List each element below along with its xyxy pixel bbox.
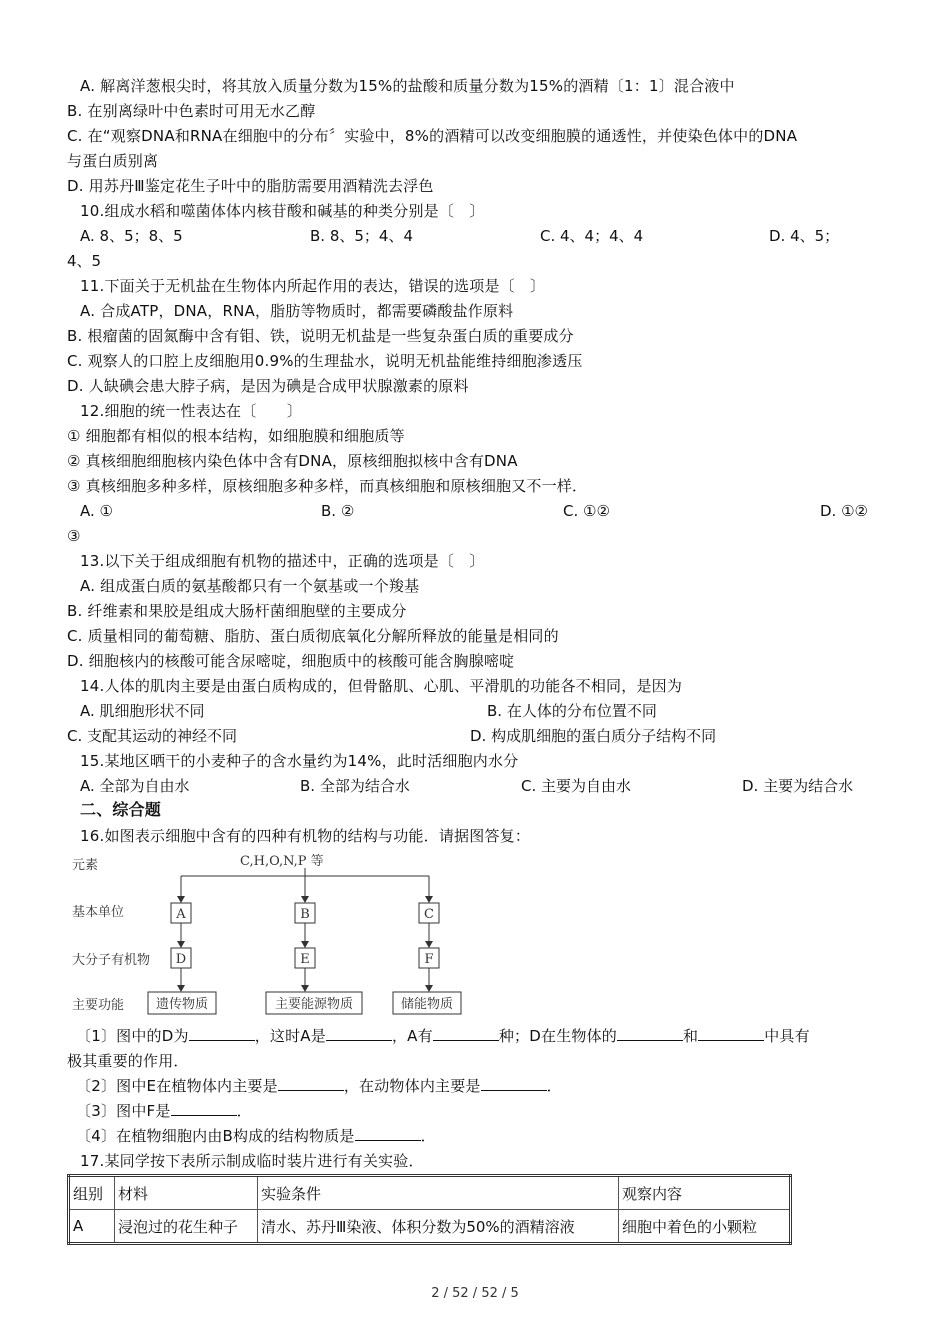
table-cell: 浸泡过的花生种子 [115,1210,258,1244]
q10-option-c: C. 4、4；4、4 [540,227,644,245]
answer-blank[interactable] [278,1076,344,1091]
q15-option-a: A. 全部为自由水 [80,777,190,795]
table-header-cell: 组别 [69,1176,115,1210]
table-header-cell: 观察内容 [619,1176,791,1210]
q13-option-b: B. 纤维素和果胶是组成大肠杆菌细胞壁的主要成分 [67,602,407,620]
q12-option-d: D. ①② [820,502,868,520]
q10-option-b: B. 8、5；4、4 [310,227,414,245]
q11-option-b: B. 根瘤菌的固氮酶中含有钼、铁，说明无机盐是一些复杂蛋白质的重要成分 [67,327,574,345]
q13-option-a: A. 组成蛋白质的氨基酸都只有一个氨基或一个羧基 [80,577,420,595]
q9-option-b: B. 在别离绿叶中色素时可用无水乙醇 [67,102,316,120]
q10-option-d: D. 4、5； [769,227,840,245]
q16-part-1: 〔1〕图中的D为 ，这时A是 ，A有 种；D在生物体的 和 中具有 [76,1027,810,1045]
table-cell: 清水、苏丹Ⅲ染液、体积分数为50%的酒精溶液 [258,1210,619,1244]
diagram-macro-d: D [175,952,187,967]
answer-blank[interactable] [617,1026,683,1041]
q10-stem: 10.组成水稻和噬菌体体内核苷酸和碱基的种类分别是〔 〕 [80,202,485,220]
q10-option-a: A. 8、5；8、5 [80,227,183,245]
diagram-row-label-function: 主要功能 [72,998,125,1013]
q12-option-a: A. ① [80,502,113,520]
organic-molecule-diagram [68,852,468,1022]
diagram-macro-e: E [300,952,310,967]
q11-option-a: A. 合成ATP，DNA，RNA，脂肪等物质时，都需要磷酸盐作原料 [80,302,514,320]
diagram-unit-b: B [300,907,310,922]
diagram-unit-a: A [176,907,186,922]
answer-blank[interactable] [433,1026,499,1041]
answer-blank[interactable] [326,1026,392,1041]
diagram-unit-c: C [424,907,434,922]
table-cell: A [69,1210,115,1244]
table-row [69,1210,791,1244]
experiment-table [67,1174,792,1245]
q9-option-c-cont: 与蛋白质别离 [67,152,159,170]
page-footer: 2 / 52 / 52 / 5 [431,1286,519,1301]
table-header-cell: 实验条件 [258,1176,619,1210]
q9-option-a: A. 解离洋葱根尖时，将其放入质量分数为15%的盐酸和质量分数为15%的酒精〔1：1〕混合液中 [80,77,735,95]
q11-option-c: C. 观察人的口腔上皮细胞用0.9%的生理盐水，说明无机盐能维持细胞渗透压 [67,352,583,370]
answer-blank[interactable] [189,1026,255,1041]
answer-blank[interactable] [171,1101,237,1116]
q9-option-c: C. 在“观察DNA和RNA在细胞中的分布〞实验中，8%的酒精可以改变细胞膜的通透性，并使染色体中的DNA [67,127,798,145]
q10-option-d-cont: 4、5 [67,252,102,270]
answer-blank[interactable] [698,1026,764,1041]
q12-option-c: C. ①② [563,502,610,520]
q12-statement-2: ② 真核细胞细胞核内染色体中含有DNA，原核细胞拟核中含有DNA [67,452,518,470]
q15-option-d: D. 主要为结合水 [742,777,854,795]
q13-stem: 13.以下关于组成细胞有机物的描述中，正确的选项是〔 〕 [80,552,485,570]
q12-option-d-cont: ③ [67,527,81,545]
q14-option-b: B. 在人体的分布位置不同 [487,702,657,720]
q14-option-c: C. 支配其运动的神经不同 [67,727,238,745]
answer-blank[interactable] [481,1076,547,1091]
diagram-row-label-elements: 元素 [72,858,99,873]
q16-part-3: 〔3〕图中F是 ． [76,1102,252,1120]
q13-option-d: D. 细胞核内的核酸可能含尿嘧啶，细胞质中的核酸可能含胸腺嘧啶 [67,652,515,670]
q12-statement-1: ① 细胞都有相似的根本结构，如细胞膜和细胞质等 [67,427,405,445]
diagram-function-3: 储能物质 [400,997,454,1012]
table-cell: 细胞中着色的小颗粒 [619,1210,791,1244]
q15-option-c: C. 主要为自由水 [521,777,632,795]
diagram-row-label-macro: 大分子有机物 [72,953,151,968]
q14-option-a: A. 肌细胞形状不同 [80,702,205,720]
diagram-function-1: 遗传物质 [155,997,209,1012]
q11-option-d: D. 人缺碘会患大脖子病，是因为碘是合成甲状腺激素的原料 [67,377,469,395]
diagram-macro-f: F [424,952,434,967]
answer-blank[interactable] [355,1126,421,1141]
q14-option-d: D. 构成肌细胞的蛋白质分子结构不同 [470,727,717,745]
diagram-elements: C,H,O,N,P 等 [240,854,324,869]
q11-stem: 11.下面关于无机盐在生物体内所起作用的表达，错误的选项是〔 〕 [80,277,546,295]
q15-option-b: B. 全部为结合水 [300,777,410,795]
q9-option-d: D. 用苏丹Ⅲ鉴定花生子叶中的脂肪需要用酒精洗去浮色 [67,177,434,195]
q14-stem: 14.人体的肌肉主要是由蛋白质构成的，但骨骼肌、心肌、平滑肌的功能各不相同，是因为 [80,677,683,695]
section-heading: 二、综合题 [80,800,162,819]
q15-stem: 15.某地区晒干的小麦种子的含水量约为14%，此时活细胞内水分 [80,752,519,770]
q13-option-c: C. 质量相同的葡萄糖、脂肪、蛋白质彻底氧化分解所释放的能量是相同的 [67,627,559,645]
table-header-row [69,1176,791,1210]
q16-part-4: 〔4〕在植物细胞内由B构成的结构物质是 ． [76,1127,436,1145]
diagram-function-2: 主要能源物质 [274,997,354,1012]
q16-stem: 16.如图表示细胞中含有的四种有机物的结构与功能．请据图答复： [80,827,531,845]
diagram-row-label-units: 基本单位 [72,905,125,920]
table-header-cell: 材料 [115,1176,258,1210]
q16-part-2: 〔2〕图中E在植物体内主要是 ，在动物体内主要是 ． [76,1077,562,1095]
q16-part-1-cont: 极其重要的作用． [67,1052,189,1070]
q17-stem: 17.某同学按下表所示制成临时装片进行有关实验． [80,1152,424,1170]
q12-statement-3: ③ 真核细胞多种多样，原核细胞多种多样，而真核细胞和原核细胞又不一样． [67,477,588,495]
q12-stem: 12.细胞的统一性表达在〔 〕 [80,402,303,420]
q12-option-b: B. ② [321,502,355,520]
